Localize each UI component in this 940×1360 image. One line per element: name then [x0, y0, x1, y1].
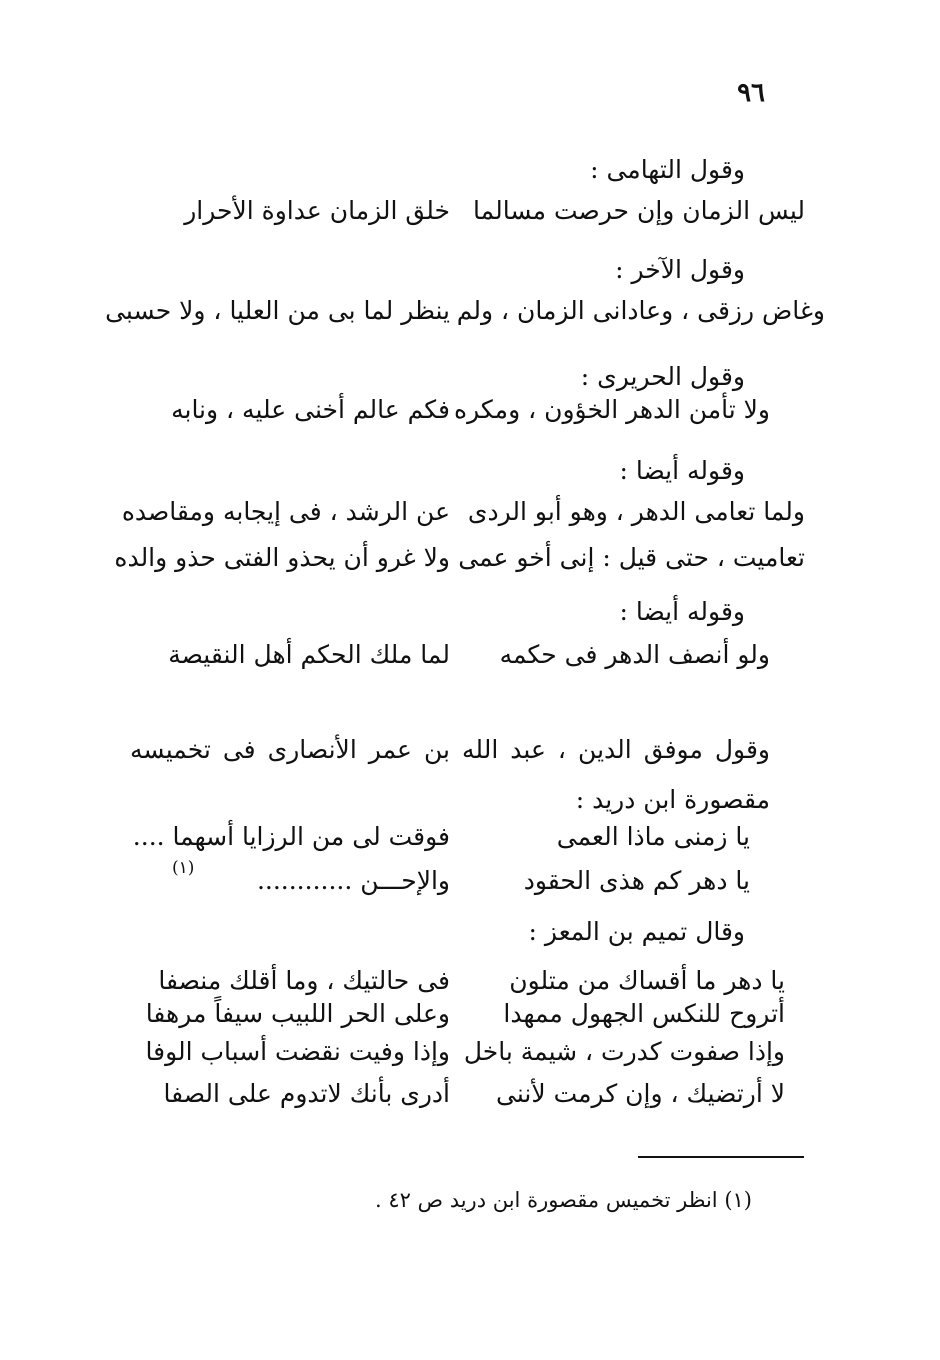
verse-line: [121, 497, 805, 541]
verse-line: [130, 395, 805, 439]
page-number: ٩٦: [737, 78, 765, 108]
citation-intro: وقول التهامى :: [590, 155, 745, 184]
citation-intro: وقول الحريرى :: [580, 362, 745, 391]
verse-line: [130, 640, 805, 684]
verse-first-hemistich: يا دهر كم هذى الحقود: [523, 866, 750, 895]
verse-first-hemistich: ولو أنصف الدهر فى حكمه: [499, 640, 770, 669]
footnote-marker: (١): [172, 858, 195, 878]
verse-second-hemistich: لما ملك الحكم أهل النقيصة: [168, 640, 450, 669]
citation-intro: وقال تميم بن المعز :: [528, 917, 745, 946]
citation-intro: وقوله أيضا :: [619, 456, 745, 485]
verse-first-hemistich: ولا تأمن الدهر الخؤون ، ومكره: [453, 395, 770, 424]
verse-first-hemistich: يا دهر ما أقساك من متلون: [509, 966, 785, 995]
verse-second-hemistich: أدرى بأنك لاتدوم على الصفا: [163, 1079, 450, 1108]
verse-second-hemistich: خلق الزمان عداوة الأحرار: [184, 196, 450, 225]
verse-first-hemistich: ولما تعامى الدهر ، وهو أبو الردى: [467, 497, 805, 526]
verse-second-hemistich: عن الرشد ، فى إيجابه ومقاصده: [121, 497, 450, 526]
verse-first-hemistich: ليس الزمان وإن حرصت مسالما: [473, 196, 805, 225]
verse-line: [130, 822, 805, 866]
verse-first-hemistich: أتروح للنكس الجهول ممهدا: [503, 999, 785, 1028]
verse-second-hemistich: فكم عالم أخنى عليه ، ونابه: [171, 395, 450, 424]
verse-line: [130, 866, 805, 910]
verse-line: [130, 196, 805, 240]
verse-second-hemistich: ينظر لما بى من العليا ، ولا حسبى: [105, 296, 450, 325]
footnote-divider: [638, 1156, 804, 1158]
prose-paragraph: وقول موفق الدين ، عبد الله بن عمر الأنصارى فى تخميسه مقصورة ابن دريد :: [130, 735, 770, 814]
citation-intro: وقوله أيضا :: [619, 597, 745, 626]
verse-second-hemistich: وعلى الحر اللبيب سيفاً مرهفا: [145, 999, 450, 1028]
verse-line: [130, 1079, 805, 1123]
verse-first-hemistich: تعاميت ، حتى قيل : إنى أخو عمى: [458, 543, 805, 572]
verse-second-hemistich: فى حالتيك ، وما أقلك منصفا: [158, 966, 450, 995]
verse-second-hemistich: ولا غرو أن يحذو الفتى حذو والده: [114, 543, 450, 572]
verse-line: [114, 543, 805, 587]
verse-line: [105, 296, 825, 340]
verse-second-hemistich: فوقت لى من الرزايا أسهما ....: [132, 822, 450, 851]
verse-second-hemistich: والإحـــن ............: [256, 866, 450, 895]
verse-first-hemistich: وغاض رزقى ، وعادانى الزمان ، ولم: [456, 296, 825, 325]
footnote: (١) انظر تخميس مقصورة ابن دريد ص ٤٢ .: [375, 1188, 752, 1212]
verse-second-hemistich: وإذا وفيت نقضت أسباب الوفا: [145, 1037, 450, 1066]
citation-intro: وقول الآخر :: [615, 255, 745, 284]
verse-line: [130, 1037, 805, 1081]
verse-first-hemistich: يا زمنى ماذا العمى: [556, 822, 750, 851]
verse-first-hemistich: وإذا صفوت كدرت ، شيمة باخل: [463, 1037, 785, 1066]
verse-first-hemistich: لا أرتضيك ، وإن كرمت لأننى: [496, 1079, 785, 1108]
